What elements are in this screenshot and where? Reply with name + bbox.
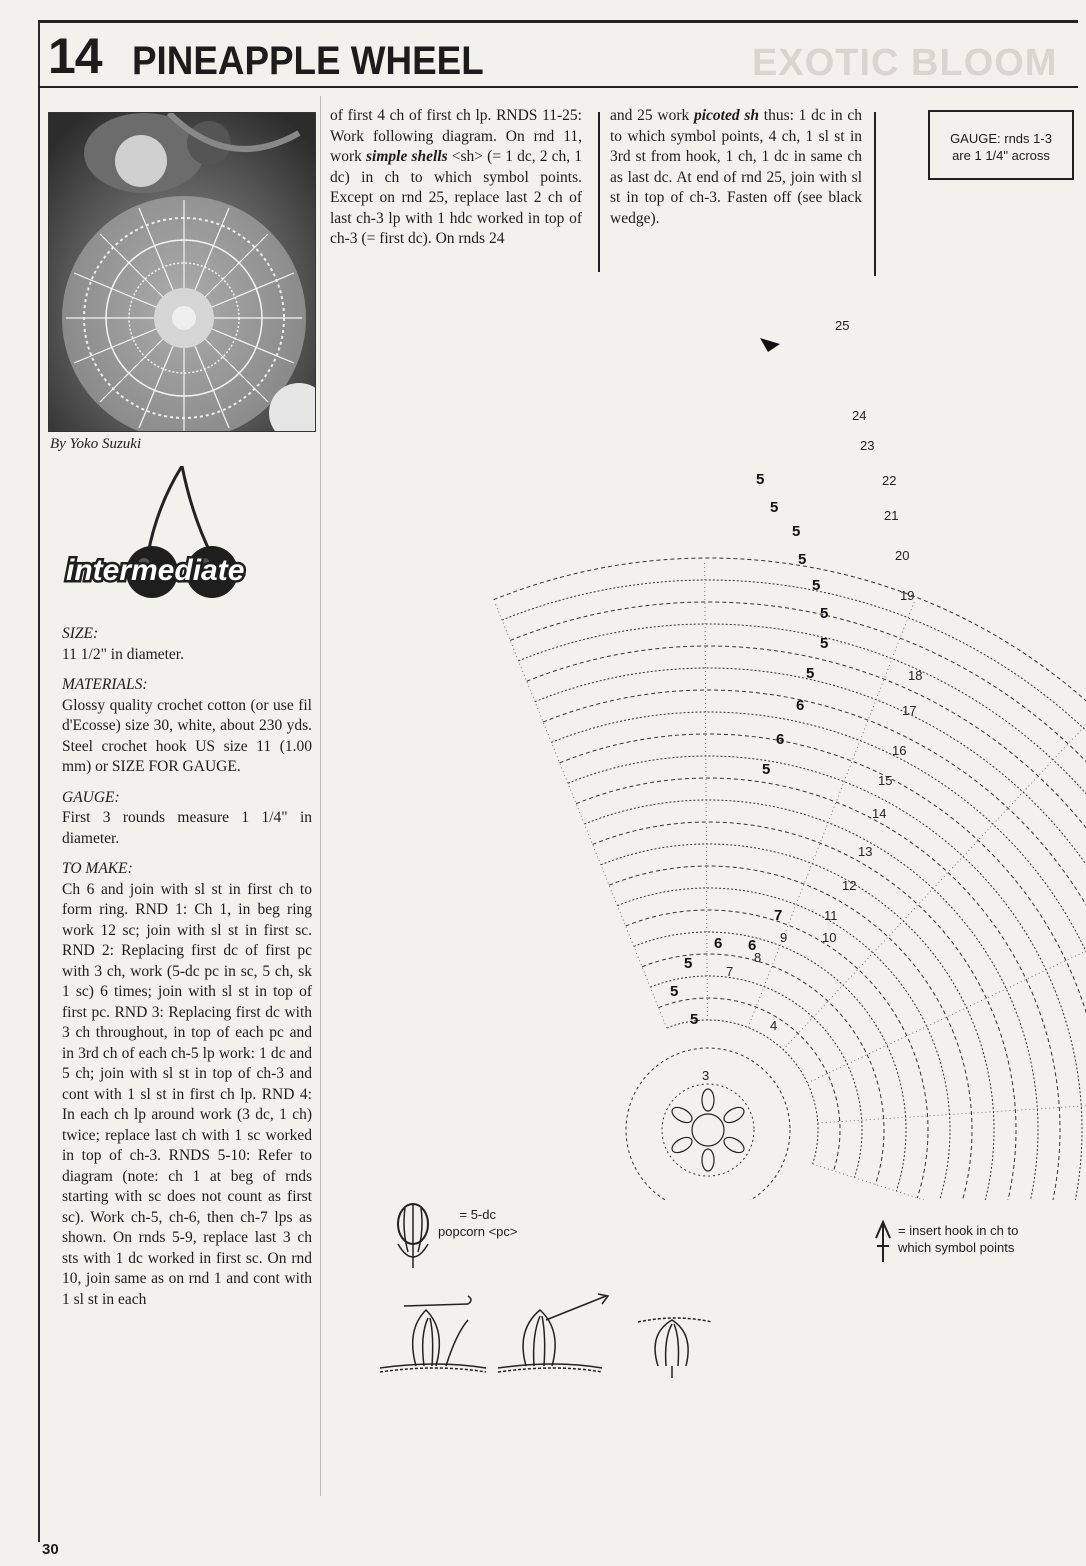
insert-legend-line-2: which symbol points (898, 1240, 1015, 1255)
chain-count-label: 5 (770, 499, 779, 516)
popcorn-legend-line-1: = 5-dc (459, 1207, 496, 1222)
diagram-round-arc (609, 866, 972, 1200)
popcorn-stitch (669, 1104, 694, 1125)
diagram-spoke (818, 1094, 1086, 1123)
diagram-spoke (748, 599, 915, 1027)
round-2-ring (662, 1084, 754, 1176)
round-label: 12 (842, 878, 857, 893)
round-label: 14 (872, 806, 887, 821)
bleed-through-title: EXOTIC BLOOM (752, 42, 1058, 84)
cherry-icon (62, 466, 292, 606)
diagram-round-arc (560, 734, 1086, 1200)
gauge-callout (928, 110, 1074, 180)
diagram-round-arc (543, 690, 1086, 1200)
diagram-round-arc (667, 1020, 818, 1164)
chain-count-label: 6 (748, 937, 757, 954)
diagram-round-arc (527, 646, 1086, 1200)
column-divider (320, 96, 321, 1496)
gauge-heading: GAUGE: (62, 788, 120, 806)
popcorn-stitch (721, 1104, 746, 1125)
skill-level-label: intermediate (66, 554, 245, 587)
round-label: 15 (878, 773, 893, 788)
round-label: 11 (824, 908, 838, 923)
chain-count-label: 5 (812, 577, 821, 594)
round-label: 10 (822, 930, 837, 945)
chain-count-label: 5 (690, 1011, 699, 1028)
chain-count-label: 5 (670, 983, 679, 1000)
diagram-round-arc (568, 756, 1082, 1200)
round-label: 7 (726, 964, 734, 979)
diagram-round-arc (659, 998, 840, 1171)
diagram-round-arc (584, 800, 1038, 1200)
round-label: 3 (702, 1068, 710, 1083)
diagram-round-arc (650, 976, 862, 1178)
round-label: 24 (852, 408, 867, 423)
instructions-column-2 (330, 106, 582, 250)
col2-text-b: <sh> (= 1 dc, 2 ch, 1 dc) in ch to which symbol points. Except on rnd 25, replace last 2 ch of last ch-3 lp with 1 hdc worked in top of ch-3 (= first dc). On rnds 24 (330, 148, 582, 247)
round-label: 21 (884, 508, 899, 523)
chain-count-label: 6 (796, 697, 805, 714)
chain-count-label: 6 (776, 731, 785, 748)
fasten-off-wedge-icon (760, 338, 780, 352)
diagram-spoke (783, 713, 1086, 1049)
diagram-spoke (705, 560, 708, 1020)
column-3-rule (874, 112, 876, 276)
chain-count-label: 5 (792, 523, 801, 540)
insert-legend-line-1: = insert hook in ch to (898, 1223, 1019, 1238)
gauge-callout-line-1: GAUGE: rnds 1-3 (950, 131, 1052, 146)
doily-photo (48, 112, 316, 432)
diagram-round-arc (601, 844, 994, 1200)
col3-text-a: and 25 work (610, 107, 694, 124)
col2-emphasis: simple shells (366, 148, 448, 165)
diagram-round-arc (593, 822, 1016, 1200)
chain-count-label: 6 (714, 935, 723, 952)
column-2-rule (598, 112, 600, 272)
pattern-number: 14 (48, 28, 102, 84)
col2-text-a: of first 4 ch of first ch lp. RNDS 11-25: Work following diagram. On rnd 11, work (330, 107, 582, 165)
size-heading: SIZE: (62, 625, 99, 642)
popcorn-stitch (702, 1089, 714, 1111)
popcorn-stitch (669, 1134, 694, 1155)
gauge-text: First 3 rounds measure 1 1/4" in diameter. (62, 809, 312, 847)
chain-count-label: 5 (820, 605, 829, 622)
diagram-spoke (813, 1164, 1086, 1200)
title-underline (38, 86, 1078, 88)
instructions-column-3 (610, 106, 862, 229)
round-label: 19 (900, 588, 915, 603)
col3-emphasis: picoted sh (694, 107, 760, 124)
chain-count-label: 5 (756, 471, 765, 488)
insert-hook-legend (898, 1222, 1018, 1256)
materials-heading: MATERIALS: (62, 676, 148, 693)
center-ring (692, 1114, 724, 1146)
chain-count-label: 5 (798, 551, 807, 568)
diagram-round-arc (502, 580, 1086, 1200)
to-make-text: Ch 6 and join with sl st in first ch to form ring. RND 1: Ch 1, in beg ring work 12 sc; join with sl st in first sc. RND 2: Replacing first dc of first pc with 3 ch, work (5-dc pc in sc, 5 ch, sk 1 sc) 6 times; join with sl st in top of first pc. RND 3: Replacing first dc with 3 ch throughout, in top of each pc and in 3rd ch of each ch-5 lp work: 1 dc and 5 ch; join with sl st in top of ch-3 and cont with 1 sl st in first ch lp. RND 4: In each ch lp around work (3 dc, 1 ch) twice; replace last ch with 1 sc worked in top of ch-3. RNDS 5-10: Refer to diagram (note: ch 1 at beg of rnds starting with sc does not count as first sc). Work ch-5, ch-6, then ch-7 lps as shown. On rnds 5-9, replace last 3 ch sts with 1 dc worked in first sc. On rnd 10, join same as on rnd 1 and cont with 1 sl st in each (62, 880, 312, 1308)
diagram-round-arc (551, 712, 1086, 1200)
round-label: 18 (908, 668, 923, 683)
size-text: 11 1/2" in diameter. (62, 645, 184, 663)
to-make-heading: TO MAKE: (62, 860, 133, 877)
diagram-round-arc (626, 910, 928, 1198)
popcorn-legend-line-2: popcorn <pc> (438, 1224, 518, 1239)
skill-level-badge (62, 466, 292, 606)
round-label: 22 (882, 473, 897, 488)
col3-text-b: thus: 1 dc in ch to which symbol points, 4 ch, 1 sl st in 3rd st from hook, 1 ch, 1 dc in same ch as last dc. At end of rnd 25, join with sl st in top of ch-3. Fasten off (see black wedge). (610, 107, 862, 227)
round-label: 4 (770, 1018, 778, 1033)
designer-byline: By Yoko Suzuki (50, 436, 142, 452)
page-number: 30 (42, 1541, 59, 1558)
popcorn-symbol-icon (388, 1200, 438, 1270)
round-label: 13 (858, 844, 873, 859)
materials-text: Glossy quality crochet cotton (or use fil d'Ecosse) size 30, white, about 230 yds. Steel crochet hook US size 11 (1.00 mm) or SIZE FOR GAUGE. (62, 696, 312, 775)
diagram-spoke (807, 886, 1086, 1083)
round-label: 16 (892, 743, 907, 758)
round-label: 23 (860, 438, 875, 453)
popcorn-stitch (702, 1149, 714, 1171)
chain-count-label: 5 (684, 955, 693, 972)
top-rule (38, 20, 1078, 23)
crochet-diagram (330, 300, 1086, 1200)
diagram-round-arc (510, 602, 1086, 1200)
chain-count-label: 7 (774, 907, 783, 924)
round-label: 17 (902, 703, 917, 718)
round-label: 8 (754, 950, 762, 965)
diagram-spoke (494, 602, 666, 1029)
page-title: PINEAPPLE WHEEL (132, 39, 484, 83)
round-label: 9 (780, 930, 788, 945)
gauge-callout-line-2: are 1 1/4" across (952, 148, 1050, 163)
popcorn-legend (438, 1206, 518, 1240)
popcorn-stitch (721, 1134, 746, 1155)
insert-hook-arrow-icon (872, 1218, 894, 1264)
round-label: 25 (835, 318, 850, 333)
round-label: 20 (895, 548, 910, 563)
chain-count-label: 5 (820, 635, 829, 652)
left-border (38, 22, 40, 1542)
chain-count-label: 5 (806, 665, 815, 682)
popcorn-steps-illustration (376, 1290, 716, 1380)
left-instructions (62, 624, 312, 1310)
chain-count-label: 5 (762, 761, 771, 778)
